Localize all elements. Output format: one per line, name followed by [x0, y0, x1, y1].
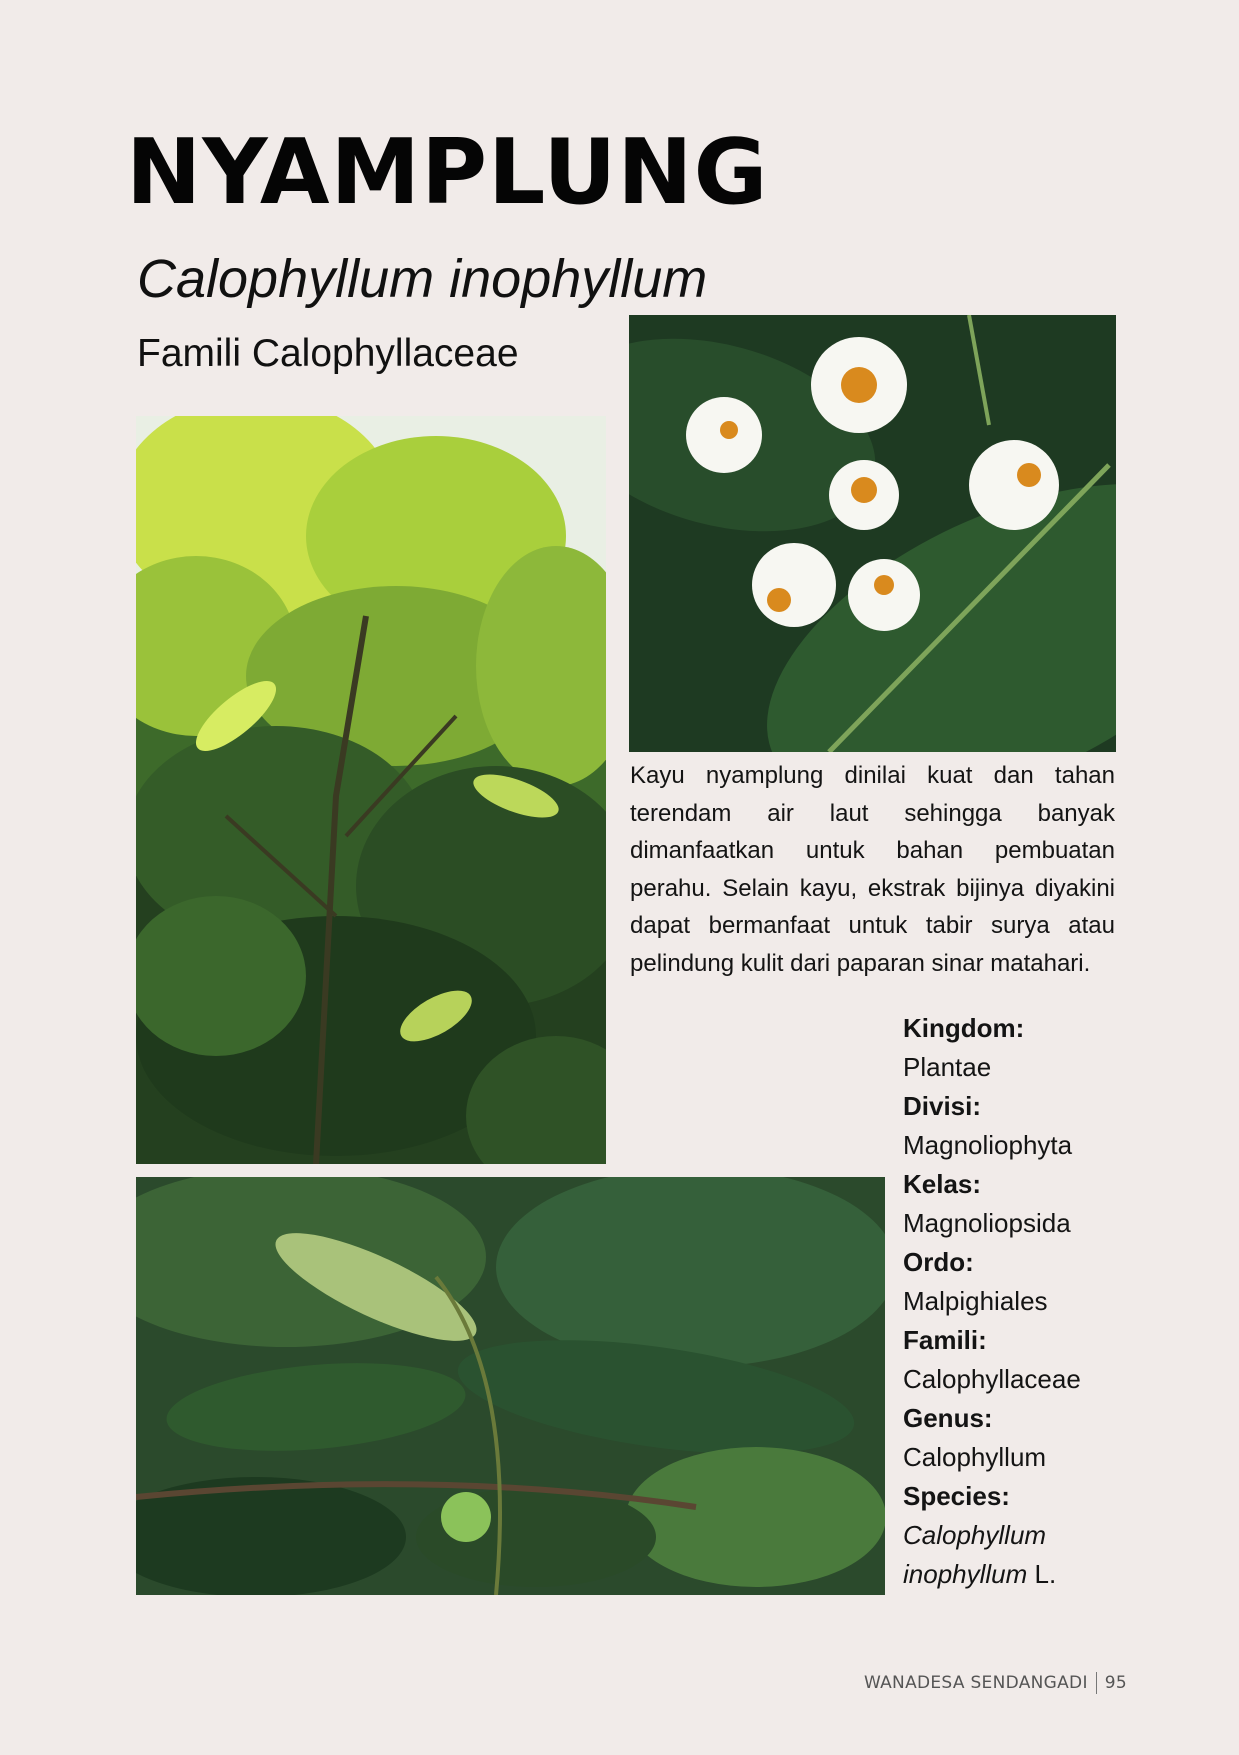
page-title: NYAMPLUNG	[126, 120, 769, 225]
species-genus: Calophyllum	[903, 1520, 1047, 1550]
taxonomy-value: Magnoliophyta	[903, 1130, 1073, 1160]
page-number: 95	[1104, 1673, 1127, 1693]
species-author: L.	[1027, 1559, 1057, 1589]
taxonomy-label: Genus:	[903, 1403, 993, 1433]
scientific-name: Calophyllum inophyllum	[137, 249, 708, 309]
flower-photo	[629, 315, 1116, 752]
taxonomy-value: Malpighiales	[903, 1286, 1048, 1316]
taxonomy-value: Magnoliopsida	[903, 1208, 1071, 1238]
footer-divider	[1096, 1672, 1097, 1694]
taxonomy-label: Kingdom:	[903, 1013, 1025, 1043]
species-label: Species:	[903, 1481, 1010, 1511]
taxonomy-label: Divisi:	[903, 1091, 982, 1121]
fruit-leaves-photo	[136, 1177, 885, 1595]
taxonomy-value: Calophyllum	[903, 1442, 1047, 1472]
description-paragraph: Kayu nyamplung dinilai kuat dan tahan terendam air laut sehingga banyak dimanfaatkan untuk bahan pembuatan perahu. Selain kayu, ekstrak bijinya diyakini dapat bermanfaat untuk tabir surya atau pelindung kulit dari paparan sinar matahari.	[630, 762, 1115, 977]
taxonomy-list	[903, 1009, 1133, 1594]
publication-name: WANADESA SENDANGADI	[863, 1673, 1088, 1693]
taxonomy-label: Famili:	[903, 1325, 987, 1355]
page-footer	[864, 1672, 1127, 1694]
taxonomy-value: Calophyllaceae	[903, 1364, 1081, 1394]
taxonomy-label: Ordo:	[903, 1247, 974, 1277]
family-line: Famili Calophyllaceae	[137, 332, 519, 375]
taxonomy-value: Plantae	[903, 1052, 992, 1082]
taxonomy-label: Kelas:	[903, 1169, 982, 1199]
tree-photo	[136, 416, 606, 1164]
species-epithet: inophyllum	[903, 1559, 1028, 1589]
species-epithet-line	[903, 1555, 1133, 1594]
